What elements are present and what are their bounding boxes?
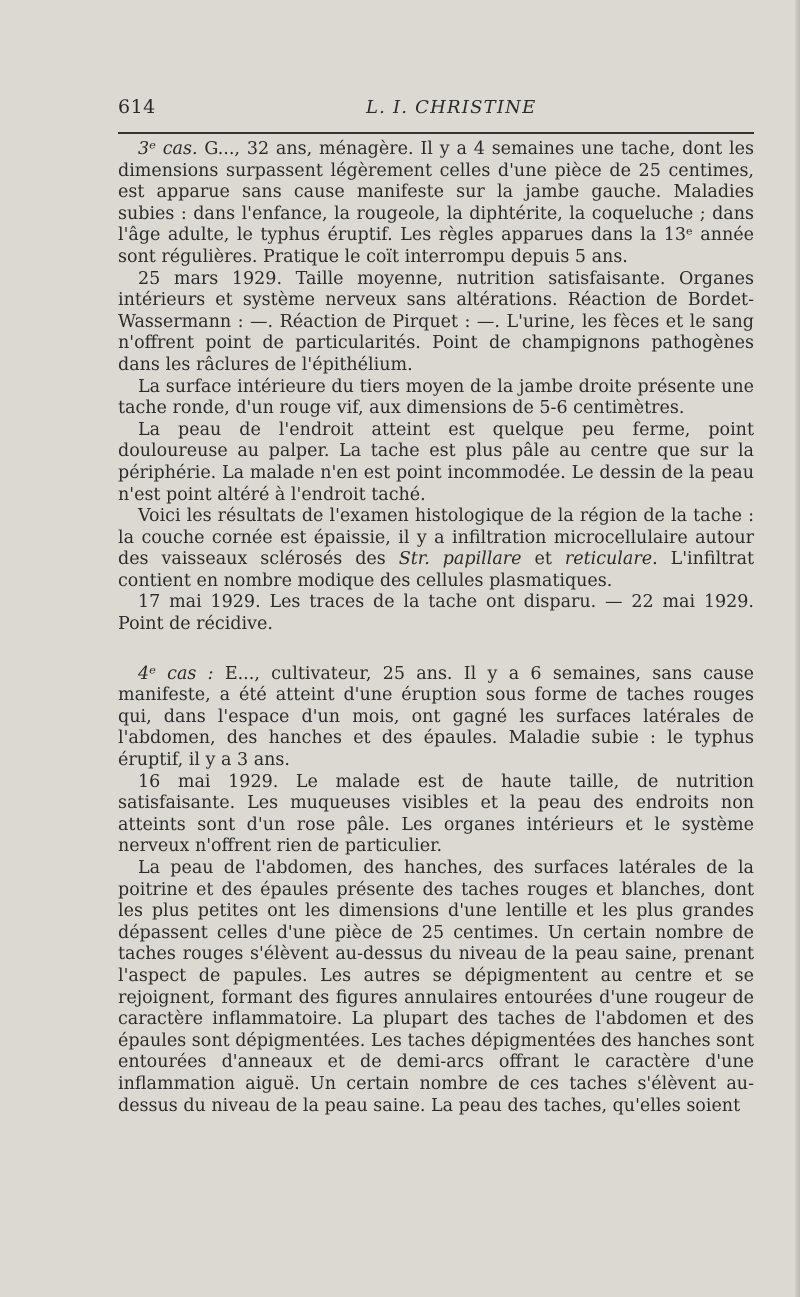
case-3-followup-paragraph: 17 mai 1929. Les traces de la tache ont disparu. — 22 mai 1929. Point de récidive. xyxy=(118,592,754,635)
case-3-histology-paragraph xyxy=(118,506,754,592)
histology-term-papillare: Str. papillare xyxy=(398,549,522,570)
case-4-intro-paragraph xyxy=(118,664,754,772)
body-text xyxy=(118,139,754,1117)
case-3-intro-paragraph xyxy=(118,139,754,269)
page-edge-shadow xyxy=(795,0,800,1297)
case-3-label: 3ᵉ cas. xyxy=(138,139,198,159)
page-header xyxy=(118,96,754,130)
case-4-skin-paragraph: La peau de l'abdomen, des hanches, des surfaces latérales de la poitrine et des épaules présente des taches rouges et blanches, dont les plus petites ont les dimensions d'une lentille et les plus grandes dépassent celles d'une pièce de 25 centimes. Un certain nombre de taches rouges s'élèvent au-dessus du niveau de la peau saine, prenant l'aspect de papules. Les autres se dépigmentent au centre et se rejoignent, formant des figures annulaires entourées d'une rougeur de caractère inflammatoire. La plupart des taches de l'abdomen et des épaules sont dépigmentées. Les taches dépigmentées des hanches sont entourées d'anneaux et de demi-arcs offrant le caractère d'une inflammation aiguë. Un certain nombre de ces taches s'élèvent au-dessus du niveau de la peau saine. La peau des taches, qu'elles soient xyxy=(118,858,754,1116)
histology-text-start: Voici les résultats de l'examen histologique de la région de la tache : la couche cornée est épaissie, il y a infiltration microcellulaire autour des vaisseaux sclérosés des xyxy=(118,506,754,570)
case-3-section xyxy=(118,139,754,636)
histology-term-reticulare: reticulare xyxy=(564,549,653,570)
case-3-skin-paragraph: La peau de l'endroit atteint est quelque peu ferme, point douloureuse au palper. La tache est plus pâle au centre que sur la périphérie. La malade n'en est point incommodée. Le dessin de la peau n'est point altéré à l'endroit taché. xyxy=(118,419,754,505)
case-4-exam-paragraph: 16 mai 1929. Le malade est de haute taille, de nutrition satisfaisante. Les muqueuses visibles et la peau des endroits non atteints sont d'un rose pâle. Les organes intérieurs et le système nerveux n'offrent rien de particulier. xyxy=(118,771,754,857)
case-4-intro-text: E..., cultivateur, 25 ans. Il y a 6 semaines, sans cause manifeste, a été atteint d'une éruption sous forme de taches rouges qui, dans l'espace d'un mois, ont gagné les surfaces latérales de l'abdomen, des hanches et des épaules. Maladie subie : le typhus éruptif, il y a 3 ans. xyxy=(118,663,754,771)
histology-text-end: . L'infiltrat contient en nombre modique des cellules plasmatiques. xyxy=(118,549,755,591)
header-rule xyxy=(118,132,754,134)
page-number: 614 xyxy=(118,96,156,118)
histology-text-mid: et xyxy=(521,549,565,570)
case-3-intro-text: G..., 32 ans, ménagère. Il y a 4 semaines une tache, dont les dimensions surpassent légèrement celles d'une pièce de 25 centimes, est apparue sans cause manifeste sur la jambe gauche. Maladies subies : dans l'enfance, la rougeole, la diphtérite, la coqueluche ; dans l'âge adulte, le typhus éruptif. Les règles apparues dans la 13ᵉ année sont régulières. Pratique le coït interrompu depuis 5 ans. xyxy=(118,139,754,267)
case-4-label: 4ᵉ cas : xyxy=(138,663,214,684)
case-4-section xyxy=(118,664,754,1117)
case-3-exam-paragraph: 25 mars 1929. Taille moyenne, nutrition satisfaisante. Organes intérieurs et système nerveux sans altérations. Réaction de Bordet-Wassermann : —. Réaction de Pirquet : —. L'urine, les fèces et le sang n'offrent point de particularités. Point de champignons pathogènes dans les râclures de l'épithélium. xyxy=(118,268,754,375)
running-title: L. I. CHRISTINE xyxy=(366,97,537,118)
case-3-lesion-paragraph: La surface intérieure du tiers moyen de la jambe droite présente une tache ronde, d'un rouge vif, aux dimensions de 5-6 centimètres. xyxy=(118,376,754,419)
